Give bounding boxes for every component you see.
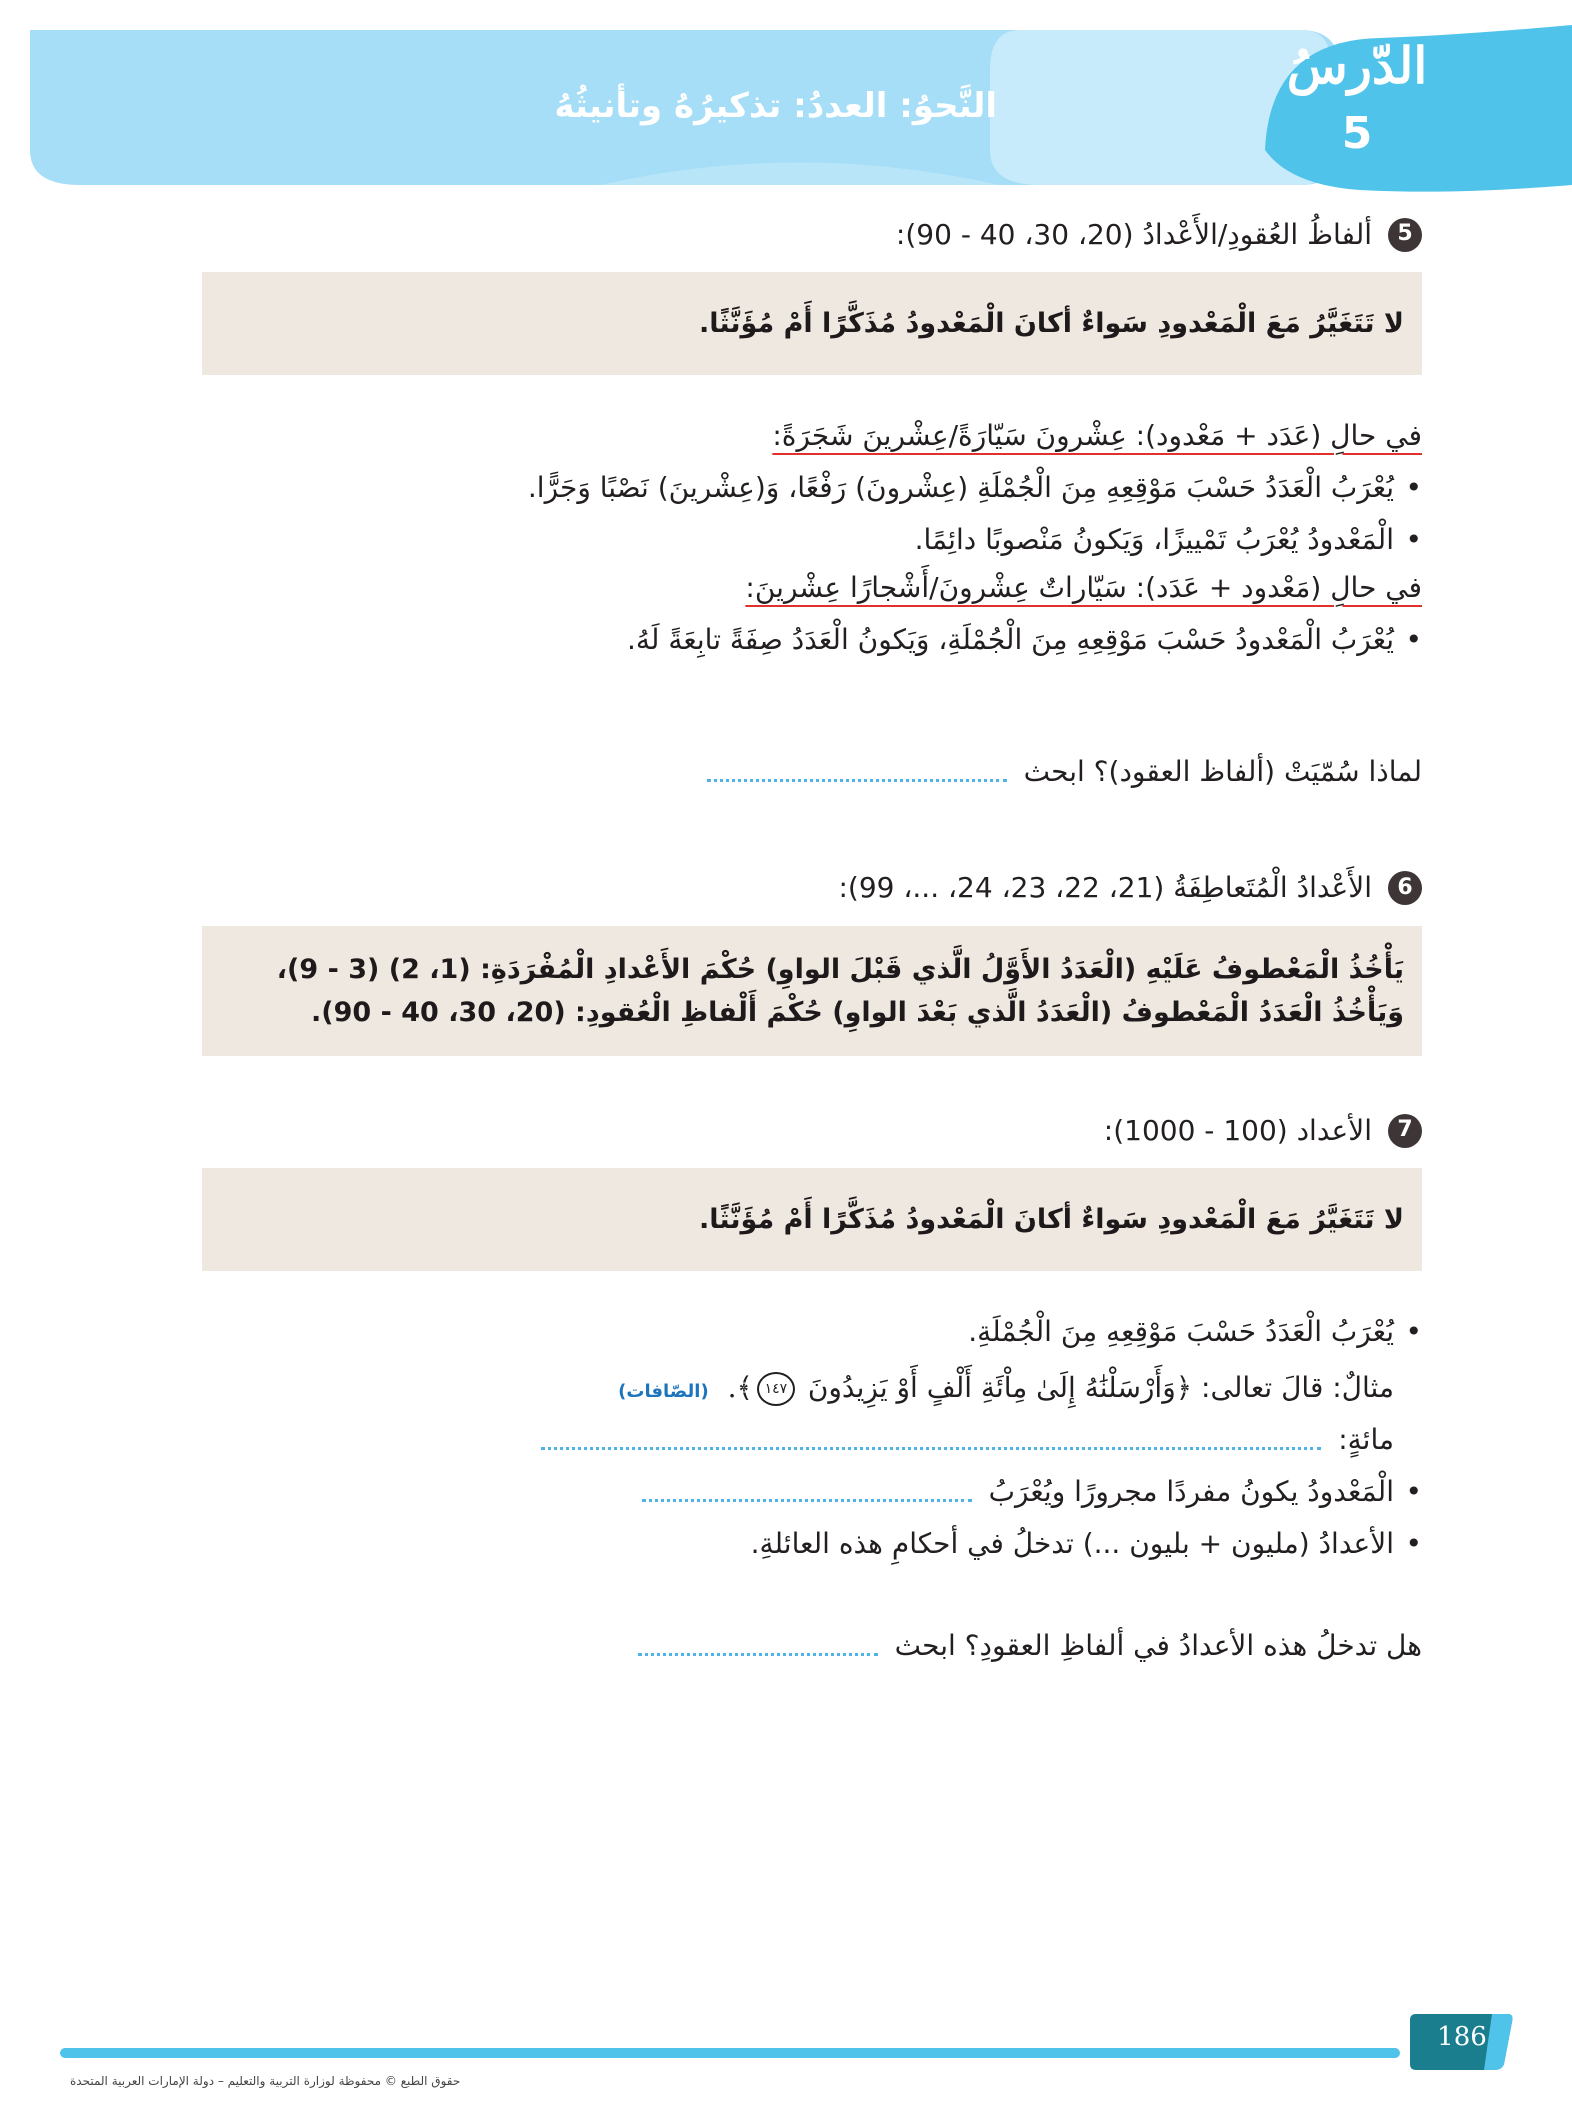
- rule-line-2: وَيَأْخُذُ الْعَدَدُ الْمَعْطوفُ (الْعَدَدُ الَّذي بَعْدَ الواوِ) حُكْمَ أَلْفاظِ الْعُقودِ: (20، 30، 40 - 90).: [311, 996, 1404, 1028]
- rule-line-1: يَأْخُذُ الْمَعْطوفُ عَلَيْهِ (الْعَدَدُ الأَوَّلُ الَّذي قَبْلَ الواوِ) حُكْمَ الأَعْدادِ الْمُفْرَدَةِ: (1، 2) (3 - 9)،: [276, 953, 1404, 985]
- bullet-item: • يُعْرَبُ الْعَدَدُ حَسْبَ مَوْقِعِهِ مِنَ الْجُمْلَةِ.: [147, 1311, 1422, 1353]
- research-question-1: [147, 751, 1422, 793]
- surah-name: (الصّافات): [618, 1381, 709, 1403]
- lesson-title: النَّحوُ: العددُ: تذكيرُهُ وتأنيثُهُ: [554, 86, 997, 126]
- mia-label: مائةٍ:: [1338, 1423, 1394, 1457]
- bullet-item: [147, 1471, 1422, 1513]
- section-5-rule-box: لا تَتَغَيَّرُ مَعَ الْمَعْدودِ سَواءٌ أكانَ الْمَعْدودُ مُذَكَّرًا أَمْ مُؤَنَّثًا.: [202, 272, 1422, 375]
- case2-title-text: في حالِ (مَعْدود + عَدَد): سَيّاراتٌ عِشْرونَ/أَشْجارًا عِشْرينَ:: [745, 571, 1422, 605]
- bullet-text: الْمَعْدودُ يكونُ مفردًا مجرورًا ويُعْرَبُ: [988, 1475, 1394, 1509]
- bullet-item: • يُعْرَبُ الْمَعْدودُ حَسْبَ مَوْقِعِهِ مِنَ الْجُمْلَةِ، وَيَكونُ الْعَدَدُ صِفَةً تابِعَةً لَهُ.: [147, 619, 1422, 661]
- ayah-number-mark: ١٤٧: [757, 1372, 795, 1406]
- answer-line[interactable]: [707, 764, 1007, 782]
- verse-close: ﴾.: [727, 1371, 753, 1405]
- example-label: مثالٌ: قالَ تعالى:: [1201, 1371, 1394, 1405]
- research-question-2: [147, 1625, 1422, 1667]
- section-7-rule-box: لا تَتَغَيَّرُ مَعَ الْمَعْدودِ سَواءٌ أكانَ الْمَعْدودُ مُذَكَّرًا أَمْ مُؤَنَّثًا.: [202, 1168, 1422, 1271]
- question-text: هل تدخلُ هذه الأعدادُ في ألفاظِ العقودِ؟ ابحث: [894, 1629, 1422, 1663]
- example-line: [147, 1367, 1422, 1409]
- page-number: 186: [1437, 2022, 1487, 2052]
- section-7-heading: [147, 1111, 1422, 1150]
- section-number-badge: 6: [1388, 871, 1422, 905]
- section-6-rule-box: [202, 926, 1422, 1056]
- bullet-item: • الْمَعْدودُ يُعْرَبُ تَمْييزًا، وَيَكونُ مَنْصوبًا دائِمًا.: [147, 519, 1422, 561]
- case1-title-text: في حالِ (عَدَد + مَعْدود): عِشْرونَ سَيّارَةً/عِشْرينَ شَجَرَةً:: [772, 419, 1422, 453]
- section-number-badge: 5: [1388, 218, 1422, 252]
- section-title: الأَعْدادُ الْمُتَعاطِفَةُ (21، 22، 23، 24، ...، 99):: [838, 871, 1372, 905]
- answer-line[interactable]: [642, 1484, 972, 1502]
- case1-title: [147, 415, 1422, 457]
- section-6-heading: [147, 868, 1422, 907]
- bullet-item: • الأعدادُ (مليون + بليون ...) تدخلُ في أحكامِ هذه العائلةِ.: [147, 1523, 1422, 1565]
- copyright-text: حقوق الطبع © محفوظة لوزارة التربية والتعليم – دولة الإمارات العربية المتحدة: [70, 2074, 461, 2088]
- section-number-badge: 7: [1388, 1114, 1422, 1148]
- section-5-heading: [147, 215, 1422, 254]
- lesson-header-banner: [0, 0, 1572, 200]
- section-title: ألفاظُ العُقودِ/الأَعْدادُ (20، 30، 40 - 90):: [895, 218, 1372, 251]
- question-text: لماذا سُمّيَتْ (ألفاظ العقود)؟ ابحث: [1023, 755, 1422, 789]
- lesson-number: 5: [1341, 108, 1373, 159]
- quran-verse: ﴿وَأَرْسَلْنَٰهُ إِلَىٰ مِاْئَةِ أَلْفٍ أَوْ يَزِيدُونَ: [807, 1371, 1193, 1405]
- bullet-item: • يُعْرَبُ الْعَدَدُ حَسْبَ مَوْقِعِهِ مِنَ الْجُمْلَةِ (عِشْرونَ) رَفْعًا، وَ(عِشْرينَ) نَصْبًا وَجَرًّا.: [147, 467, 1422, 509]
- case2-title: [147, 567, 1422, 609]
- answer-line[interactable]: [541, 1432, 1321, 1450]
- section-title: الأعداد (100 - 1000):: [1103, 1113, 1372, 1147]
- footer-divider: [60, 2048, 1400, 2058]
- answer-line[interactable]: [638, 1638, 878, 1656]
- lesson-content: [147, 215, 1422, 1667]
- mia-line: [147, 1419, 1422, 1461]
- lesson-label: الدّرسُ: [1286, 36, 1428, 95]
